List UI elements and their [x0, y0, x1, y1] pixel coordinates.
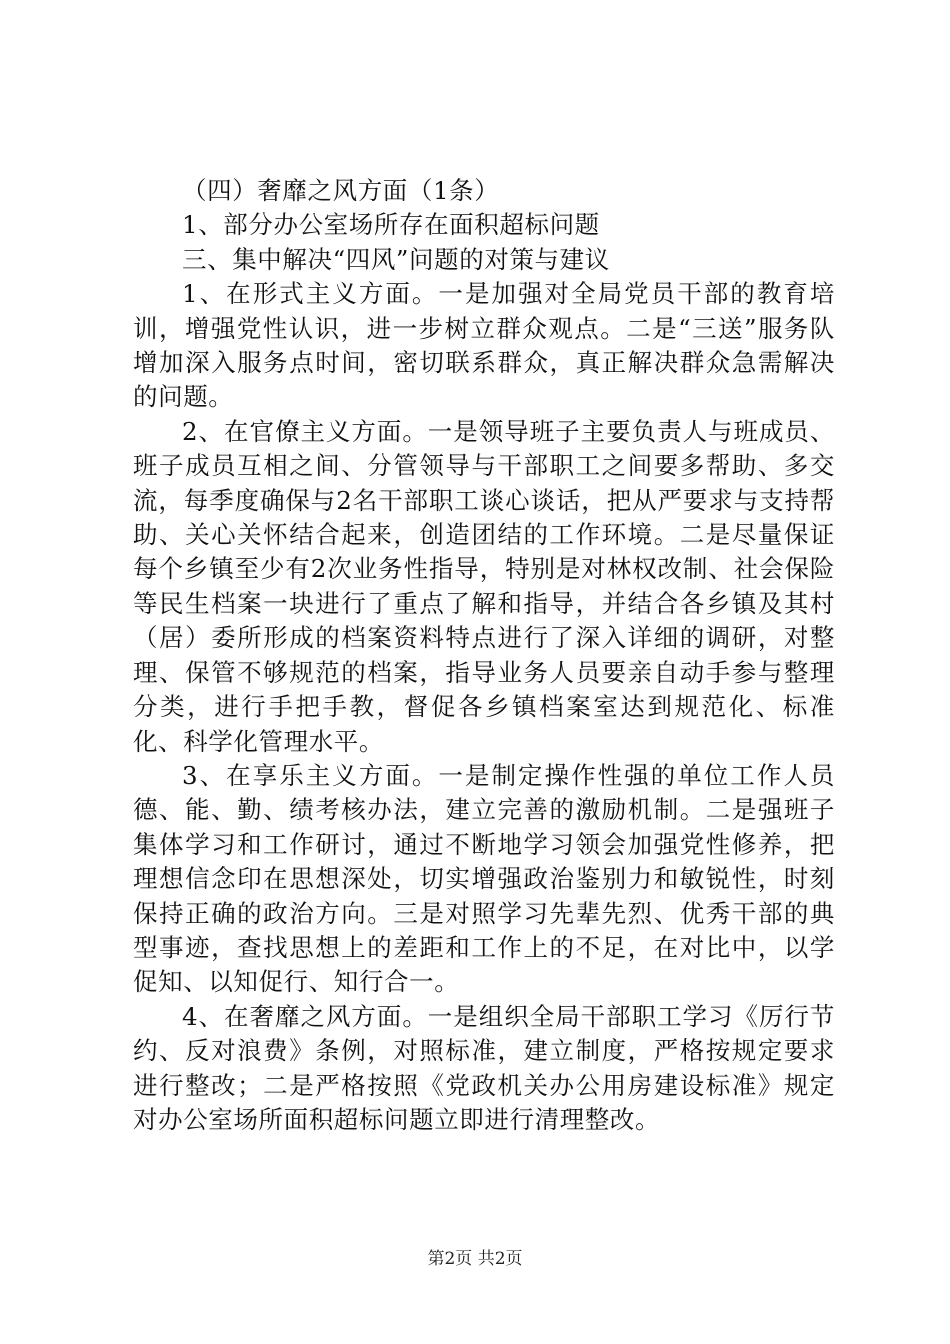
document-body	[133, 174, 835, 1137]
section-heading-extravagance: （四）奢靡之风方面（1条）	[182, 176, 500, 205]
paragraph-formalism: 1、在形式主义方面。一是加强对全局党员干部的教育培训，增强党性认识，进一步树立群众观点。二是“三送”服务队增加深入服务点时间，密切联系群众，真正解决群众急需解决的问题。	[133, 279, 835, 412]
section-heading-countermeasures: 三、集中解决“四风”问题的对策与建议	[182, 244, 610, 274]
issue-item-office-area: 1、部分办公室场所存在面积超标问题	[182, 210, 600, 240]
page-number-footer: 第2页 共2页	[427, 1249, 523, 1269]
paragraph-hedonism: 3、在享乐主义方面。一是制定操作性强的单位工作人员德、能、勤、绩考核办法，建立完善的激励机制。二是强班子集体学习和工作研讨，通过不断地学习领会加强党性修养，把理想信念印在思想深处，切实增强政治鉴别力和敏锐性，时刻保持正确的政治方向。三是对照学习先辈先烈、优秀干部的典型事迹，查找思想上的差距和工作上的不足，在对比中，以学促知、以知促行、知行合一。	[133, 760, 835, 997]
paragraph-bureaucratism: 2、在官僚主义方面。一是领导班子主要负责人与班成员、班子成员互相之间、分管领导与干部职工之间要多帮助、多交流，每季度确保与2名干部职工谈心谈话，把从严要求与支持帮助、关心关怀结合起来，创造团结的工作环境。二是尽量保证每个乡镇至少有2次业务性指导，特别是对林权改制、社会保险等民生档案一块进行了重点了解和指导，并结合各乡镇及其村（居）委所形成的档案资料特点进行了深入详细的调研，对整理、保管不够规范的档案，指导业务人员要亲自动手参与整理分类，进行手把手教，督促各乡镇档案室达到规范化、标准化、科学化管理水平。	[133, 416, 835, 756]
paragraph-extravagance: 4、在奢靡之风方面。一是组织全局干部职工学习《厉行节约、反对浪费》条例，对照标准，建立制度，严格按规定要求进行整改；二是严格按照《党政机关办公用房建设标准》规定对办公室场所面积超标问题立即进行清理整改。	[133, 1001, 835, 1134]
